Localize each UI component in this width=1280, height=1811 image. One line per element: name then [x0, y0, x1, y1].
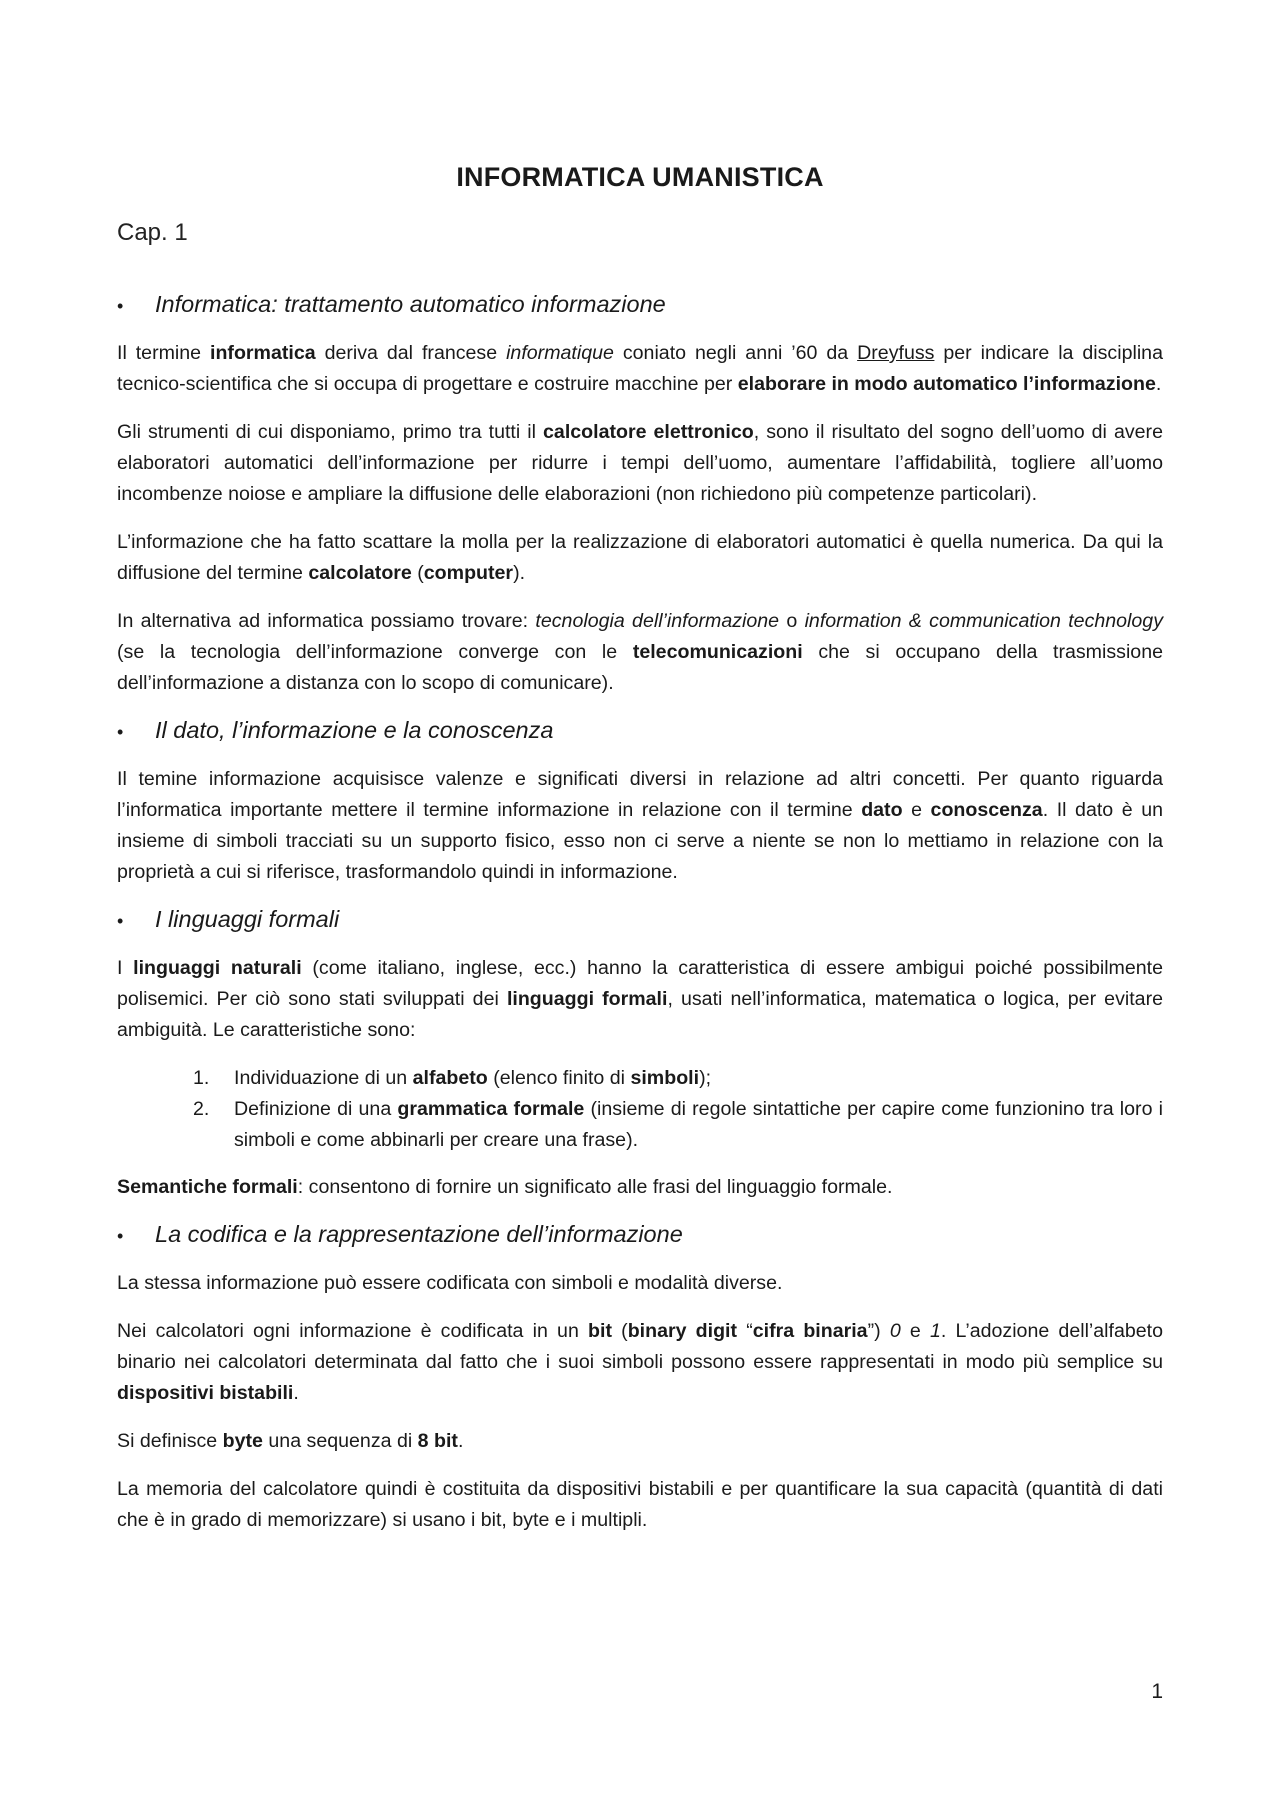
paragraph: L’informazione che ha fatto scattare la molla per la realizzazione di elaboratori automatici è quella numerica. Da qui la diffusione del termine calcolatore (computer).: [117, 531, 1163, 584]
bullet-icon: •: [117, 722, 124, 742]
section-heading: [117, 291, 1163, 318]
list-item: 2. Definizione di una grammatica formale (insieme di regole sintattiche per capire come funzionino tra loro i simboli e come abbinarli per creare una frase).: [193, 1098, 1163, 1151]
paragraph: I linguaggi naturali (come italiano, inglese, ecc.) hanno la caratteristica di essere ambigui poiché possibilmente polisemici. Per ciò sono stati sviluppati dei linguaggi formali, usati nell’informatica, matematica o logica, per evitare ambiguità. Le caratteristiche sono:: [117, 957, 1163, 1041]
paragraph: Gli strumenti di cui disponiamo, primo tra tutti il calcolatore elettronico, sono il risultato del sogno dell’uomo di avere elaboratori automatici dell’informazione per ridurre i tempi dell’uomo, aumentare l’affidabilità, togliere all’uomo incombenze noiose e ampliare la diffusione delle elaborazioni (non richiedono più competenze particolari).: [117, 421, 1163, 505]
paragraph: Nei calcolatori ogni informazione è codificata in un bit (binary digit “cifra binaria”) 0 e 1. L’adozione dell’alfabeto binario nei calcolatori determinata dal fatto che i suoi simboli possono essere rappresentati in modo più semplice su dispositivi bistabili.: [117, 1320, 1164, 1404]
paragraph: Il temine informazione acquisisce valenze e significati diversi in relazione ad altri concetti. Per quanto riguarda l’informatica importante mettere il termine informazione in relazione con il termine dato e conoscenza. Il dato è un insieme di simboli tracciati su un supporto fisico, esso non ci serve a niente se non lo mettiamo in relazione con la proprietà a cui si riferisce, trasformandolo quindi in informazione.: [117, 768, 1163, 883]
section-heading: [117, 906, 1163, 933]
page-number: 1: [1151, 1680, 1163, 1703]
paragraph: Semantiche formali: consentono di fornire un significato alle frasi del linguaggio formale.: [117, 1176, 893, 1198]
section-heading-text: Informatica: trattamento automatico informazione: [155, 291, 666, 317]
paragraph: In alternativa ad informatica possiamo trovare: tecnologia dell’informazione o information & communication technology (se la tecnologia dell’informazione converge con le telecomunicazioni che si occupano della trasmissione dell’informazione a distanza con lo scopo di comunicare).: [117, 610, 1163, 694]
section-heading-text: La codifica e la rappresentazione dell’informazione: [155, 1221, 683, 1247]
list-item: 1. Individuazione di un alfabeto (elenco finito di simboli);: [193, 1067, 712, 1089]
bullet-icon: •: [117, 1226, 124, 1246]
numbered-list: [117, 1063, 1163, 1156]
section-heading: [117, 717, 1163, 744]
bullet-icon: •: [117, 296, 124, 316]
document-title: INFORMATICA UMANISTICA: [456, 162, 824, 192]
underlined-name: Dreyfuss: [857, 342, 935, 364]
paragraph: Si definisce byte una sequenza di 8 bit.: [117, 1430, 464, 1452]
section-heading-text: Il dato, l’informazione e la conoscenza: [155, 717, 554, 743]
bullet-icon: •: [117, 911, 124, 931]
paragraph: La memoria del calcolatore quindi è costituita da dispositivi bistabili e per quantificare la sua capacità (quantità di dati che è in grado di memorizzare) si usano i bit, byte e i multipli.: [117, 1478, 1163, 1531]
paragraph: La stessa informazione può essere codificata con simboli e modalità diverse.: [117, 1272, 783, 1294]
section-heading: [117, 1221, 1163, 1248]
section-heading-text: I linguaggi formali: [155, 906, 340, 932]
paragraph: Il termine informatica deriva dal francese informatique coniato negli anni ’60 da Dreyfuss per indicare la disciplina tecnico-scientifica che si occupa di progettare e costruire macchine per elaborare in modo automatico l’informazione.: [117, 342, 1163, 395]
chapter-label: Cap. 1: [117, 219, 188, 246]
